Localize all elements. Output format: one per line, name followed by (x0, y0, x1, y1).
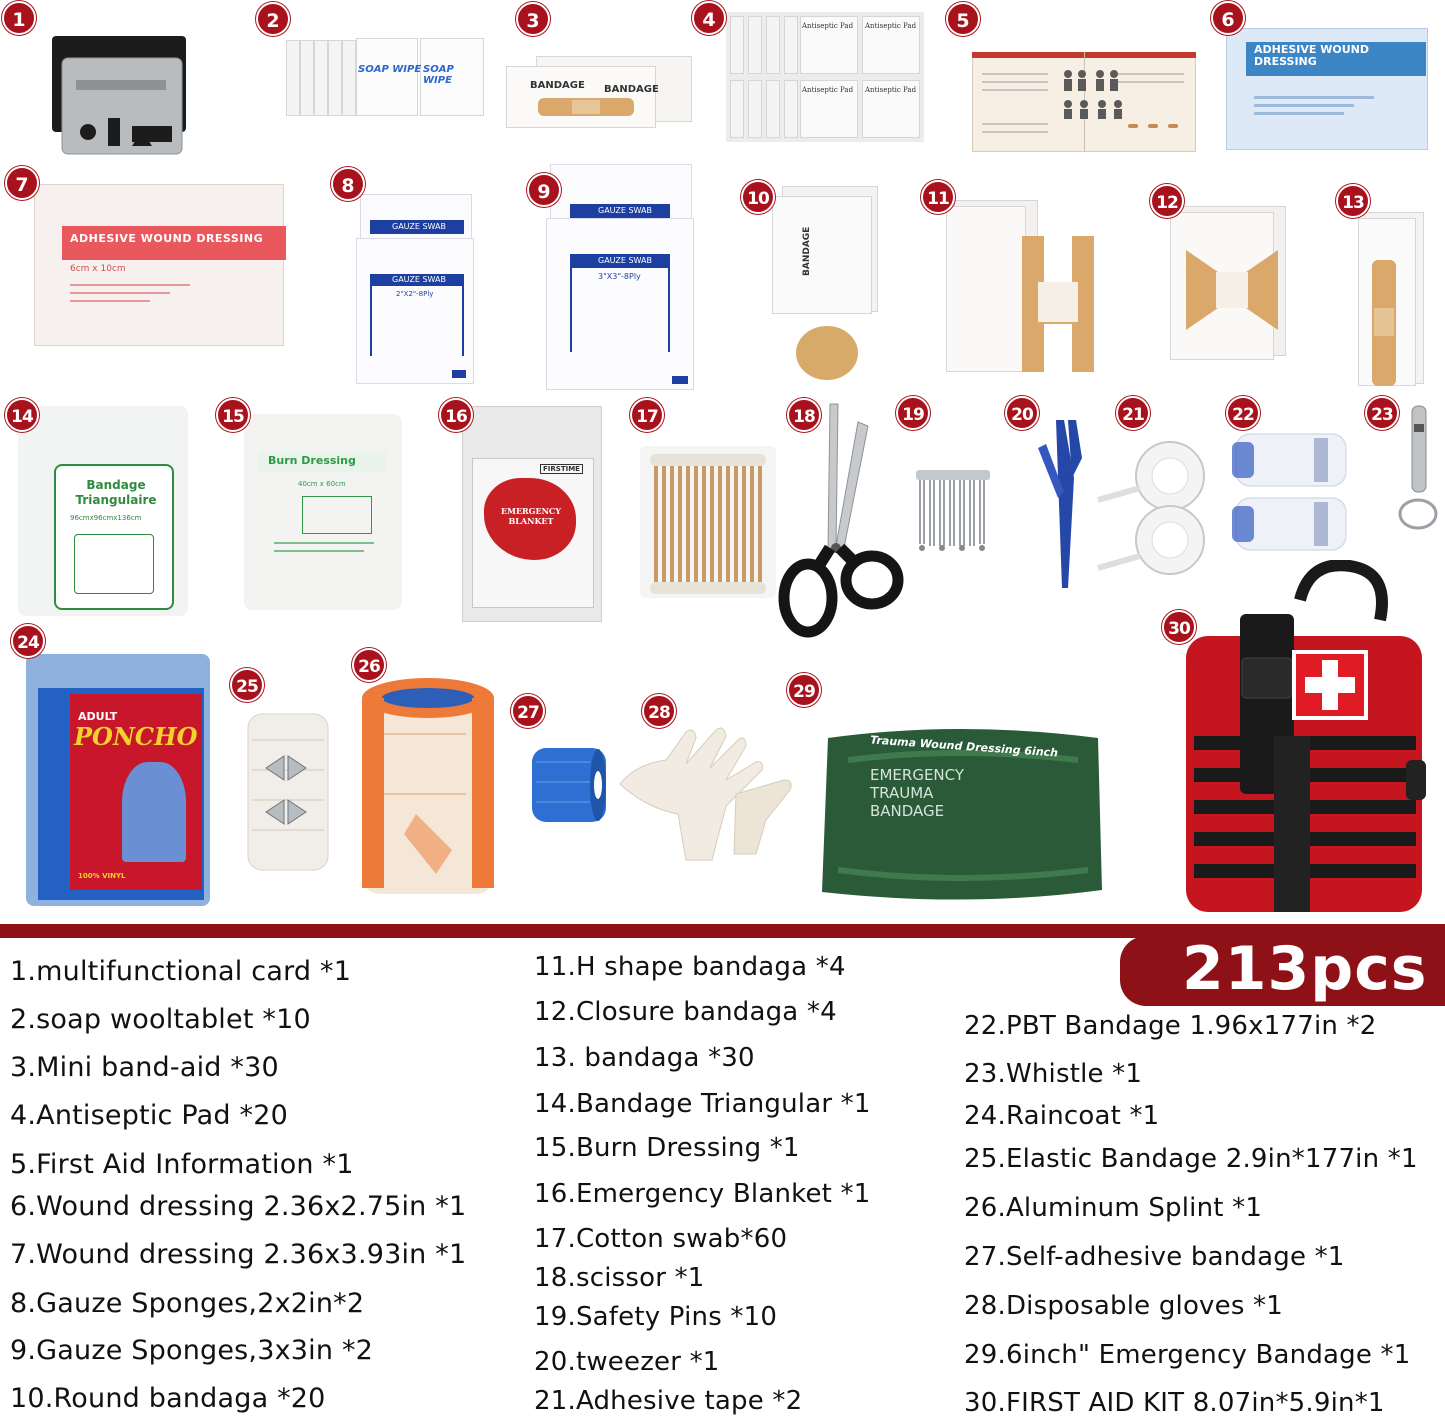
mini-band-aid-image (506, 56, 694, 130)
badge-24: 24 (11, 624, 45, 658)
trauma-line1-label: Trauma Wound Dressing 6inch (869, 733, 1059, 760)
elastic-bandage-image (244, 710, 332, 874)
trauma-line2-label: EMERGENCY (870, 766, 965, 784)
h-shape-bandage-image (946, 200, 1098, 372)
gauze-sponge-3x3-image (546, 164, 694, 390)
bandage-label: BANDAGE (530, 80, 585, 91)
safety-pins-image (914, 468, 994, 554)
badge-10: 10 (741, 180, 775, 214)
legend-item: 5.First Aid Information *1 (10, 1149, 354, 1180)
badge-21: 21 (1116, 396, 1150, 430)
adhesive-tape-image (1096, 440, 1208, 578)
legend-item: 25.Elastic Bandage 2.9in*177in *1 (964, 1144, 1418, 1174)
badge-5: 5 (946, 2, 980, 36)
closure-bandage-image (1170, 206, 1288, 360)
antiseptic-pad-label: Antiseptic Pad (802, 86, 854, 94)
multifunction-card-image (48, 34, 188, 156)
legend-item: 18.scissor *1 (534, 1263, 705, 1293)
badge-6: 6 (1211, 1, 1245, 35)
legend-item: 3.Mini band-aid *30 (10, 1052, 279, 1083)
gauze-swab-label: GAUZE SWAB (598, 206, 652, 215)
disposable-gloves-image (616, 724, 796, 864)
dressing-size-label: 6cm x 10cm (70, 264, 126, 274)
legend-item: 1.multifunctional card *1 (10, 956, 352, 987)
pbt-bandage-image (1230, 432, 1348, 554)
whistle-image (1396, 404, 1442, 532)
legend-item: 22.PBT Bandage 1.96x177in *2 (964, 1011, 1377, 1041)
badge-1: 1 (2, 1, 36, 35)
antiseptic-pad-label: Antiseptic Pad (865, 22, 917, 30)
legend-item: 15.Burn Dressing *1 (534, 1133, 800, 1163)
wound-dressing-small-image (1226, 28, 1428, 150)
badge-25: 25 (230, 668, 264, 702)
legend-item: 12.Closure bandaga *4 (534, 997, 837, 1027)
badge-11: 11 (921, 180, 955, 214)
badge-19: 19 (896, 396, 930, 430)
legend-item: 20.tweezer *1 (534, 1347, 720, 1377)
badge-28: 28 (642, 694, 676, 728)
badge-20: 20 (1005, 396, 1039, 430)
legend-item: 23.Whistle *1 (964, 1059, 1143, 1089)
poncho-label: PONCHO (74, 722, 198, 751)
aluminum-splint-image (356, 674, 500, 902)
gauze-swab-label: GAUZE SWAB (392, 222, 446, 231)
legend-item: 28.Disposable gloves *1 (964, 1291, 1283, 1321)
adhesive-wound-dressing-label: ADHESIVE WOUND DRESSING (70, 232, 264, 245)
legend-item: 8.Gauze Sponges,2x2in*2 (10, 1288, 365, 1319)
legend-item: 9.Gauze Sponges,3x3in *2 (10, 1335, 374, 1366)
bandage-label: BANDAGE (604, 84, 659, 95)
bandage-label: BANDAGE (802, 226, 812, 276)
badge-7: 7 (5, 166, 39, 200)
antiseptic-pads-image (726, 12, 924, 142)
legend-item: 14.Bandage Triangular *1 (534, 1089, 871, 1119)
piece-count-banner: 213pcs (1120, 936, 1445, 1006)
gauze-swab-label: GAUZE SWAB (598, 256, 652, 265)
badge-16: 16 (439, 398, 473, 432)
legend-item: 26.Aluminum Splint *1 (964, 1193, 1263, 1223)
badge-8: 8 (331, 167, 365, 201)
cotton-swabs-image (640, 446, 776, 598)
poncho-top-label: ADULT (78, 710, 118, 723)
badge-30: 30 (1162, 610, 1196, 644)
poncho-vinyl-label: 100% VINYL (78, 872, 126, 880)
badge-26: 26 (352, 648, 386, 682)
soap-wipes-image (286, 36, 486, 118)
badge-22: 22 (1226, 396, 1260, 430)
badge-23: 23 (1365, 396, 1399, 430)
self-adhesive-bandage-image (528, 742, 610, 828)
legend-item: 29.6inch" Emergency Bandage *1 (964, 1340, 1411, 1370)
legend-item: 13. bandaga *30 (534, 1043, 755, 1073)
badge-15: 15 (216, 398, 250, 432)
trauma-line4-label: BANDAGE (870, 802, 945, 820)
gauze-size-label: 2"X2"-8Ply (396, 290, 434, 298)
trauma-bandage-image (818, 720, 1104, 908)
soap-wipe-label: SOAP WIPE (358, 64, 422, 75)
badge-3: 3 (516, 2, 550, 36)
gauze-sponge-2x2-image (356, 194, 474, 384)
firstime-label: FIRSTIME (540, 464, 583, 474)
antiseptic-pad-label: Antiseptic Pad (865, 86, 917, 94)
badge-12: 12 (1150, 184, 1184, 218)
gauze-swab-label: GAUZE SWAB (392, 275, 446, 284)
bandage-strips-image (1358, 212, 1424, 388)
first-aid-kit-bag-image (1180, 560, 1432, 916)
legend-item: 7.Wound dressing 2.36x3.93in *1 (10, 1239, 467, 1270)
legend-item: 4.Antiseptic Pad *20 (10, 1100, 288, 1131)
burn-dressing-label: Burn Dressing (268, 454, 356, 467)
emergency-blanket-label: EMERGENCY BLANKET (500, 506, 562, 526)
soap-wipe-label: SOAP WIPE (423, 64, 454, 86)
tweezer-image (1034, 418, 1090, 594)
wound-dressing-large-image (34, 184, 284, 346)
badge-4: 4 (692, 1, 726, 35)
badge-18: 18 (787, 398, 821, 432)
legend-item: 27.Self-adhesive bandage *1 (964, 1242, 1345, 1272)
trauma-line3-label: TRAUMA (870, 784, 934, 802)
badge-17: 17 (630, 398, 664, 432)
adhesive-wound-dressing-label: ADHESIVE WOUND DRESSING (1254, 43, 1369, 68)
legend-item: 2.soap wooltablet *10 (10, 1004, 311, 1035)
raincoat-poncho-image (26, 654, 210, 906)
triangular-bandage-image (18, 406, 188, 616)
legend-item: 24.Raincoat *1 (964, 1101, 1160, 1131)
emergency-blanket-image (462, 406, 602, 622)
scissors-image (778, 398, 906, 642)
legend-item: 21.Adhesive tape *2 (534, 1386, 803, 1416)
antiseptic-pad-label: Antiseptic Pad (802, 22, 854, 30)
first-aid-information-image (972, 52, 1196, 152)
legend-item: 17.Cotton swab*60 (534, 1224, 788, 1254)
badge-9: 9 (527, 173, 561, 207)
legend-item: 10.Round bandaga *20 (10, 1383, 326, 1414)
bandage-triangulaire-label: Bandage Triangulaire (75, 478, 157, 507)
badge-2: 2 (256, 2, 290, 36)
legend-item: 19.Safety Pins *10 (534, 1302, 778, 1332)
burn-dressing-image (244, 414, 402, 610)
badge-14: 14 (5, 398, 39, 432)
gauze-size-label: 3"X3"-8Ply (598, 272, 641, 281)
legend-item: 11.H shape bandaga *4 (534, 952, 846, 982)
legend-item: 30.FIRST AID KIT 8.07in*5.9in*1 (964, 1388, 1385, 1418)
badge-29: 29 (787, 673, 821, 707)
legend-item: 16.Emergency Blanket *1 (534, 1179, 871, 1209)
burn-size-label: 40cm x 60cm (298, 480, 346, 488)
legend-item: 6.Wound dressing 2.36x2.75in *1 (10, 1191, 467, 1222)
triangulaire-size-label: 96cmx96cmx136cm (70, 514, 142, 522)
badge-27: 27 (511, 694, 545, 728)
badge-13: 13 (1336, 184, 1370, 218)
round-bandage-image (772, 186, 882, 380)
